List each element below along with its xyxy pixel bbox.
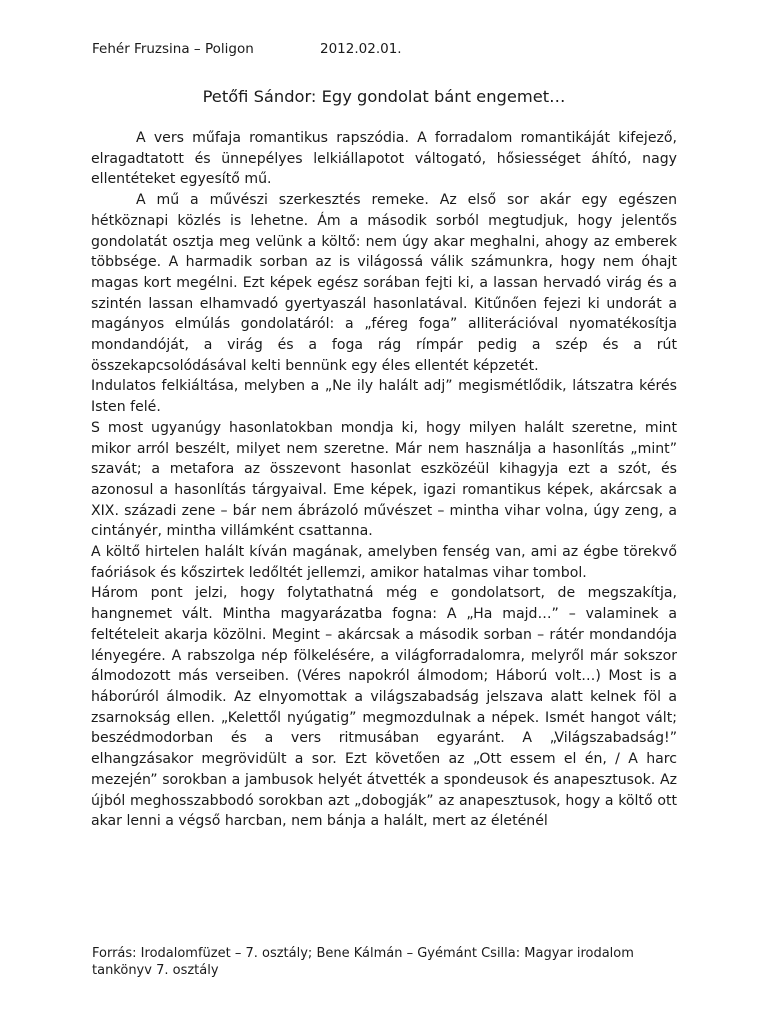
paragraph: S most ugyanúgy hasonlatokban mondja ki, hogy milyen halált szeretne, mint mikor arról beszélt, milyet nem szeretne. Már nem használja a hasonlítás „mint” szavát; a metafora az összevont hasonlat eszközéül kihagyja ezt a szót, és azonosul a hasonlítás tárgyaival. Eme képek, igazi romantikus képek, akárcsak a XIX. századi zene – bár nem ábrázoló művészet – mintha vihar volna, úgy zeng, a cintányér, mintha villámként csattanna.	[91, 419, 677, 540]
document-header	[92, 40, 692, 58]
date-label: 2012.02.01.	[320, 41, 402, 57]
source-footnote: Forrás: Irodalomfüzet – 7. osztály; Bene Kálmán – Gyémánt Csilla: Magyar irodalom tankönyv 7. osztály	[92, 946, 634, 978]
document-title: Petőfi Sándor: Egy gondolat bánt engemet…	[202, 87, 566, 106]
paragraph: A vers műfaja romantikus rapszódia. A forradalom romantikáját kifejező, elragadtatott és ünnepélyes lelkiállapotot váltogató, hősiességet áhító, nagy ellentéteket egyesítő mű.	[91, 130, 677, 188]
paragraph: A mű a művészi szerkesztés remeke. Az első sor akár egy egészen hétköznapi közlés is lehetne. Ám a második sorból megtudjuk, hogy jelentős gondolatát osztja meg velünk a költő: nem úgy akar meghalni, ahogy az emberek többsége. A harmadik sorban az is világossá válik számunkra, hogy nem óhajt magas kort megélni. Ezt képek egész sorában fejti ki, a lassan hervadó virág és a szintén lassan elhamvadó gyertyaszál hasonlatával. Kitűnően fejezi ki undorát a magányos elmúlás gondolatáról: a „féreg foga” alliterációval nyomatékosítja mondandóját, a virág és a foga rág rímpár pedig a szép és a rút összekapcsolódásával kelti bennünk egy éles ellentét képzetét.	[91, 192, 677, 374]
document-body	[91, 128, 677, 936]
paragraph: A költő hirtelen halált kíván magának, amelyben fenség van, ami az égbe törekvő faóriások és kőszirtek ledőltét jellemzi, amikor hatalmas vihar tombol.	[91, 544, 677, 581]
paragraph: Indulatos felkiáltása, melyben a „Ne ily halált adj” megismétlődik, látszatra kérés Isten felé.	[91, 378, 677, 416]
author-label: Fehér Fruzsina – Poligon	[92, 41, 254, 57]
paragraph: Három pont jelzi, hogy folytathatná még e gondolatsort, de megszakítja, hangnemet vált. Mintha magyarázatba fogna: A „Ha majd…” – valaminek a feltételeit akarja közölni. Megint – akárcsak a második sorban – rátér mondandója lényegére. A rabszolga nép fölkelésére, a világforradalomra, melyről már sokszor álmodozott más verseiben. (Véres napokról álmodom; Háború volt…) Most is a háborúról álmodik. Az elnyomottak a világszabadság jelszava alatt kelnek föl a zsarnokság ellen. „Kelettől nyúgatig” megmozdulnak a népek. Ismét hangot vált; beszédmodorban és a vers ritmusában egyaránt. A „Világszabadság!” elhangzásakor megrövidült a sor. Ezt követően az „Ott essem el én, / A harc mezején” sorokban a jambusok helyét átvették a spondeusok és anapesztusok. Az újból meghosszabbodó sorokban azt „dobogják” az anapesztusok, hogy a költő ott akar lenni a végső harcban, nem bánja a halált, mert az életénél	[91, 585, 677, 830]
